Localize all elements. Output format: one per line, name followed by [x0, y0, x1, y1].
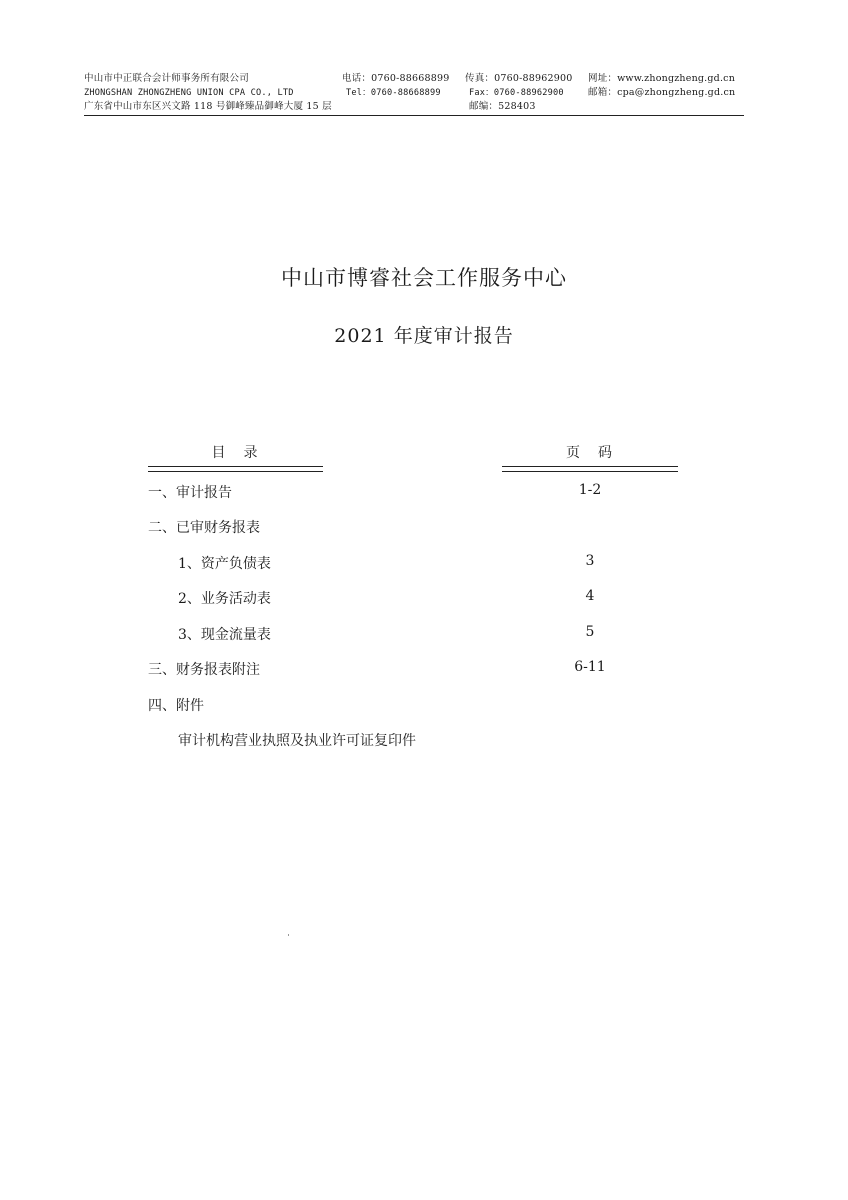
toc-item[interactable] — [0, 659, 848, 679]
toc-item[interactable] — [0, 517, 848, 537]
toc-item[interactable] — [0, 482, 848, 502]
toc-item-label: 一、审计报告 — [148, 485, 232, 501]
toc-item-label: 审计机构营业执照及执业许可证复印件 — [178, 733, 416, 749]
company-address: 广东省中山市东区兴文路 118 号御峰臻品御峰大厦 15 层 — [84, 101, 332, 112]
toc-page-header: 页 码 — [566, 445, 614, 461]
phone-cn: 电话：0760-88668899 — [342, 73, 450, 84]
toc-item-label: 二、已审财务报表 — [148, 520, 260, 536]
toc-contents-header: 目 录 — [211, 445, 260, 461]
phone-en: Tel：0760-88668899 — [346, 88, 441, 98]
toc-item[interactable] — [0, 730, 848, 750]
toc-contents-rule — [148, 466, 323, 472]
toc-item[interactable] — [0, 588, 848, 608]
toc-page-rule — [502, 466, 678, 472]
report-title: 2021 年度审计报告 — [334, 325, 514, 347]
scan-speck — [288, 934, 289, 936]
toc-item-page: 4 — [585, 588, 595, 604]
toc-item-label: 3、现金流量表 — [178, 627, 271, 643]
toc-item[interactable] — [0, 553, 848, 573]
postcode: 邮编：528403 — [469, 101, 536, 112]
toc-item-page: 5 — [585, 624, 595, 640]
toc-item-page: 1-2 — [578, 482, 602, 498]
toc-item-page: 6-11 — [574, 659, 606, 675]
toc-item-page: 3 — [585, 553, 595, 569]
toc-item-label: 四、附件 — [148, 698, 204, 714]
letterhead — [0, 0, 848, 125]
website: 网址：www.zhongzheng.gd.cn — [588, 73, 736, 84]
fax-cn: 传真：0760-88962900 — [465, 73, 573, 84]
company-name-en: ZHONGSHAN ZHONGZHENG UNION CPA CO., LTD — [84, 88, 294, 98]
organization-title: 中山市博睿社会工作服务中心 — [281, 266, 567, 290]
fax-en: Fax：0760-88962900 — [469, 88, 564, 98]
company-name-cn: 中山市中正联合会计师事务所有限公司 — [84, 73, 249, 84]
toc-item-label: 三、财务报表附注 — [148, 662, 260, 678]
toc-item[interactable] — [0, 695, 848, 715]
email: 邮箱：cpa@zhongzheng.gd.cn — [588, 87, 736, 98]
toc-item-label: 2、业务活动表 — [178, 591, 271, 607]
toc-item[interactable] — [0, 624, 848, 644]
letterhead-divider — [84, 115, 744, 116]
toc-item-label: 1、资产负债表 — [178, 556, 271, 572]
